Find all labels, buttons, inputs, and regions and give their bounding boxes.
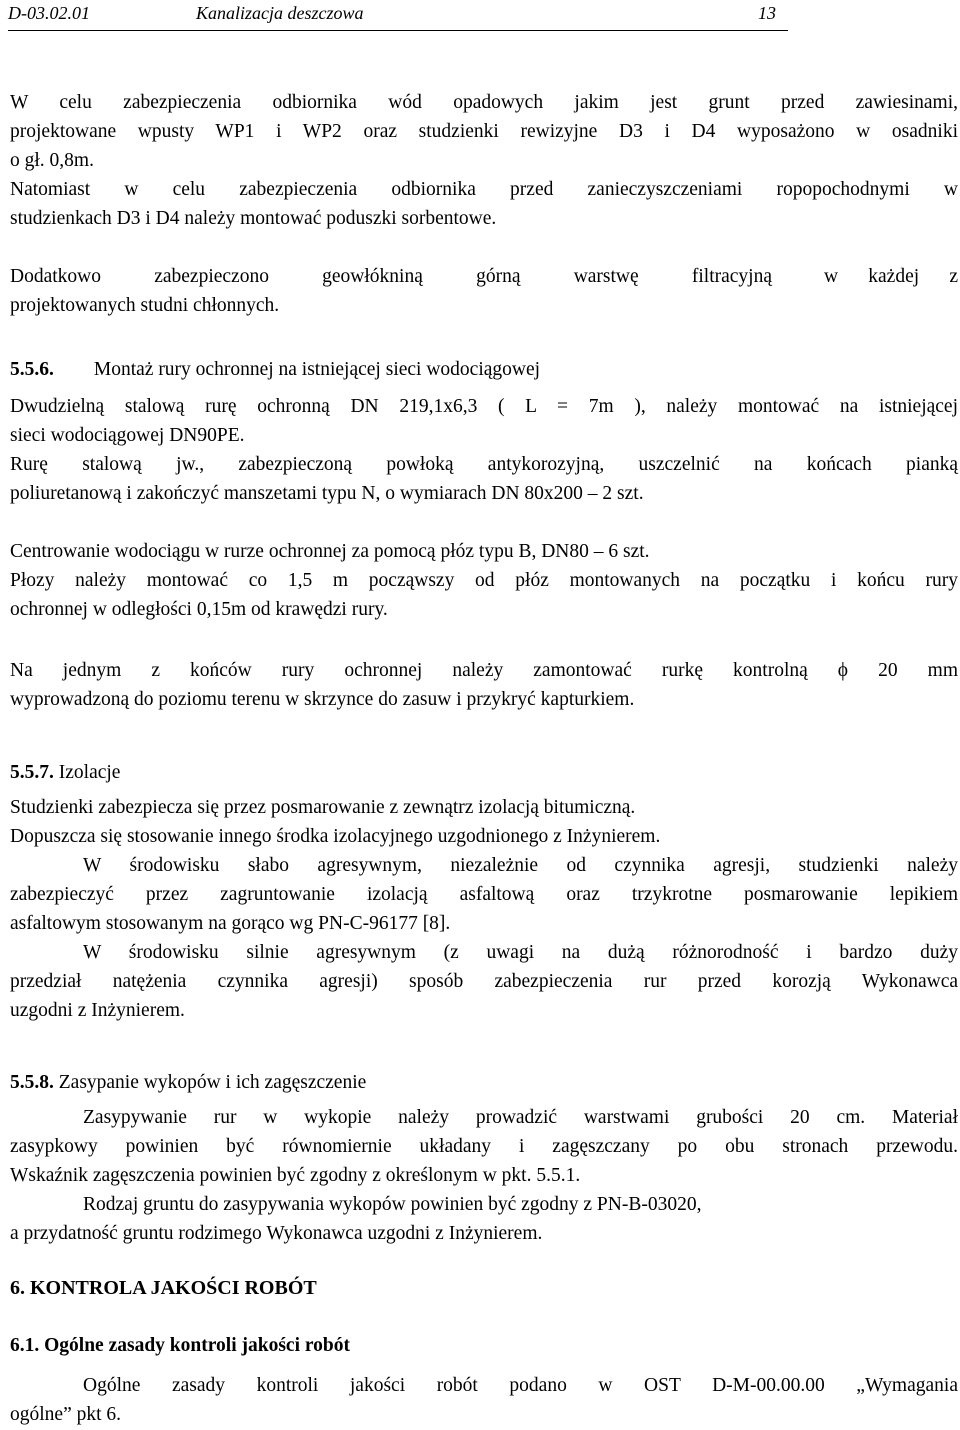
section-5-5-6-heading [10,355,958,384]
sec558-line-1: Zasypywanie rur w wykopie należy prowadzić warstwami grubości 20 cm. Materiał [83,1107,958,1128]
section-5-5-8-number: 5.5.8. [10,1072,54,1093]
sec556-line-9: wyprowadzoną do poziomu terenu w skrzynce do zasuw i przykryć kapturkiem. [10,689,635,710]
section-5-5-6-number: 5.5.6. [10,359,54,380]
sec556-line-1: Dwudzielną stalową rurę ochronną DN 219,1x6,3 ( L = 7m ), należy montować na istniejącej [10,396,958,417]
section-5-5-7-title: Izolacje [58,762,121,783]
sec557-line-7: przedział natężenia czynnika agresji) sposób zabezpieczenia rur przed korozją Wykonawca [10,971,958,992]
sec556-line-4: poliuretanową i zakończyć manszetami typu N, o wymiarach DN 80x200 – 2 szt. [10,483,644,504]
sec61-line-2: ogólne” pkt 6. [10,1404,122,1425]
para2-line-1a: Dodatkowo zabezpieczono geowłókniną górną warstwę filtracyjną [10,266,772,287]
section-5-5-7-number: 5.5.7. [10,762,54,783]
sec556-line-5: Centrowanie wodociągu w rurze ochronnej za pomocą płóz typu B, DN80 – 6 szt. [10,541,650,562]
page-header [8,0,788,31]
sec556-line-6: Płozy należy montować co 1,5 m począwszy od płóz montowanych na początku i końcu rury [10,570,958,591]
section-5-5-7-heading [10,758,958,787]
sec557-line-2: Dopuszcza się stosowanie innego środka izolacyjnego uzgodnionego z Inżynierem. [10,826,661,847]
para1-line-3: o gł. 0,8m. [10,150,94,171]
section-5-5-8-heading [10,1068,958,1097]
section-6-heading: 6. KONTROLA JAKOŚCI ROBÓT [10,1277,317,1299]
document-title: Kanalizacja deszczowa [196,3,364,23]
section-5-5-6-title: Montaż rury ochronnej na istniejącej sieci wodociągowej [93,359,541,380]
section-5-5-8-title: Zasypanie wykopów i ich zagęszczenie [58,1072,367,1093]
para2-line-2: projektowanych studni chłonnych. [10,295,280,316]
sec556-line-8: Na jednym z końców rury ochronnej należy zamontować rurkę kontrolną ϕ 20 mm [10,660,958,681]
sec556-line-3: Rurę stalową jw., zabezpieczoną powłoką antykorozyjną, uszczelnić na końcach pianką [10,454,958,475]
para1-line-2: projektowane wpusty WP1 i WP2 oraz studzienki rewizyjne D3 i D4 wyposażono w osadniki [10,121,958,142]
sec557-line-1: Studzienki zabezpiecza się przez posmarowanie z zewnątrz izolacją bitumiczną. [10,797,636,818]
sec556-line-2: sieci wodociągowej DN90PE. [10,425,245,446]
sec557-line-4: zabezpieczyć przez zagruntowanie izolacją asfaltową oraz trzykrotne posmarowanie lepikiem [10,884,958,905]
para2-line-1b: w każdej z [824,266,958,287]
sec556-line-7: ochronnej w odległości 0,15m od krawędzi rury. [10,599,388,620]
section-6-1-heading: 6.1. Ogólne zasady kontroli jakości robót [10,1335,351,1356]
sec557-line-3: W środowisku słabo agresywnym, niezależnie od czynnika agresji, studzienki należy [83,855,958,876]
sec557-line-8: uzgodni z Inżynierem. [10,1000,185,1021]
para1-line-5: studzienkach D3 i D4 należy montować poduszki sorbentowe. [10,208,497,229]
sec558-line-3: Wskaźnik zagęszczenia powinien być zgodny z określonym w pkt. 5.5.1. [10,1165,581,1186]
sec558-line-4: Rodzaj gruntu do zasypywania wykopów powinien być zgodny z PN-B-03020, [83,1194,702,1215]
sec61-line-1: Ogólne zasady kontroli jakości robót podano w OST D-M-00.00.00 „Wymagania [83,1375,958,1396]
sec557-line-6: W środowisku silnie agresywnym (z uwagi na dużą różnorodność i bardzo duży [83,942,958,963]
sec558-line-2: zasypkowy powinien być równomiernie układany i zagęszczany po obu stronach przewodu. [10,1136,958,1157]
sec557-line-5: asfaltowym stosowanym na gorąco wg PN-C-96177 [8]. [10,913,451,934]
page-number: 13 [758,3,776,23]
para1-line-4: Natomiast w celu zabezpieczenia odbiornika przed zanieczyszczeniami ropopochodnymi w [10,179,958,200]
para1-line-1: W celu zabezpieczenia odbiornika wód opadowych jakim jest grunt przed zawiesinami, [10,92,958,113]
sec558-line-5: a przydatność gruntu rodzimego Wykonawca uzgodni z Inżynierem. [10,1223,543,1244]
document-code: D-03.02.01 [8,3,90,23]
